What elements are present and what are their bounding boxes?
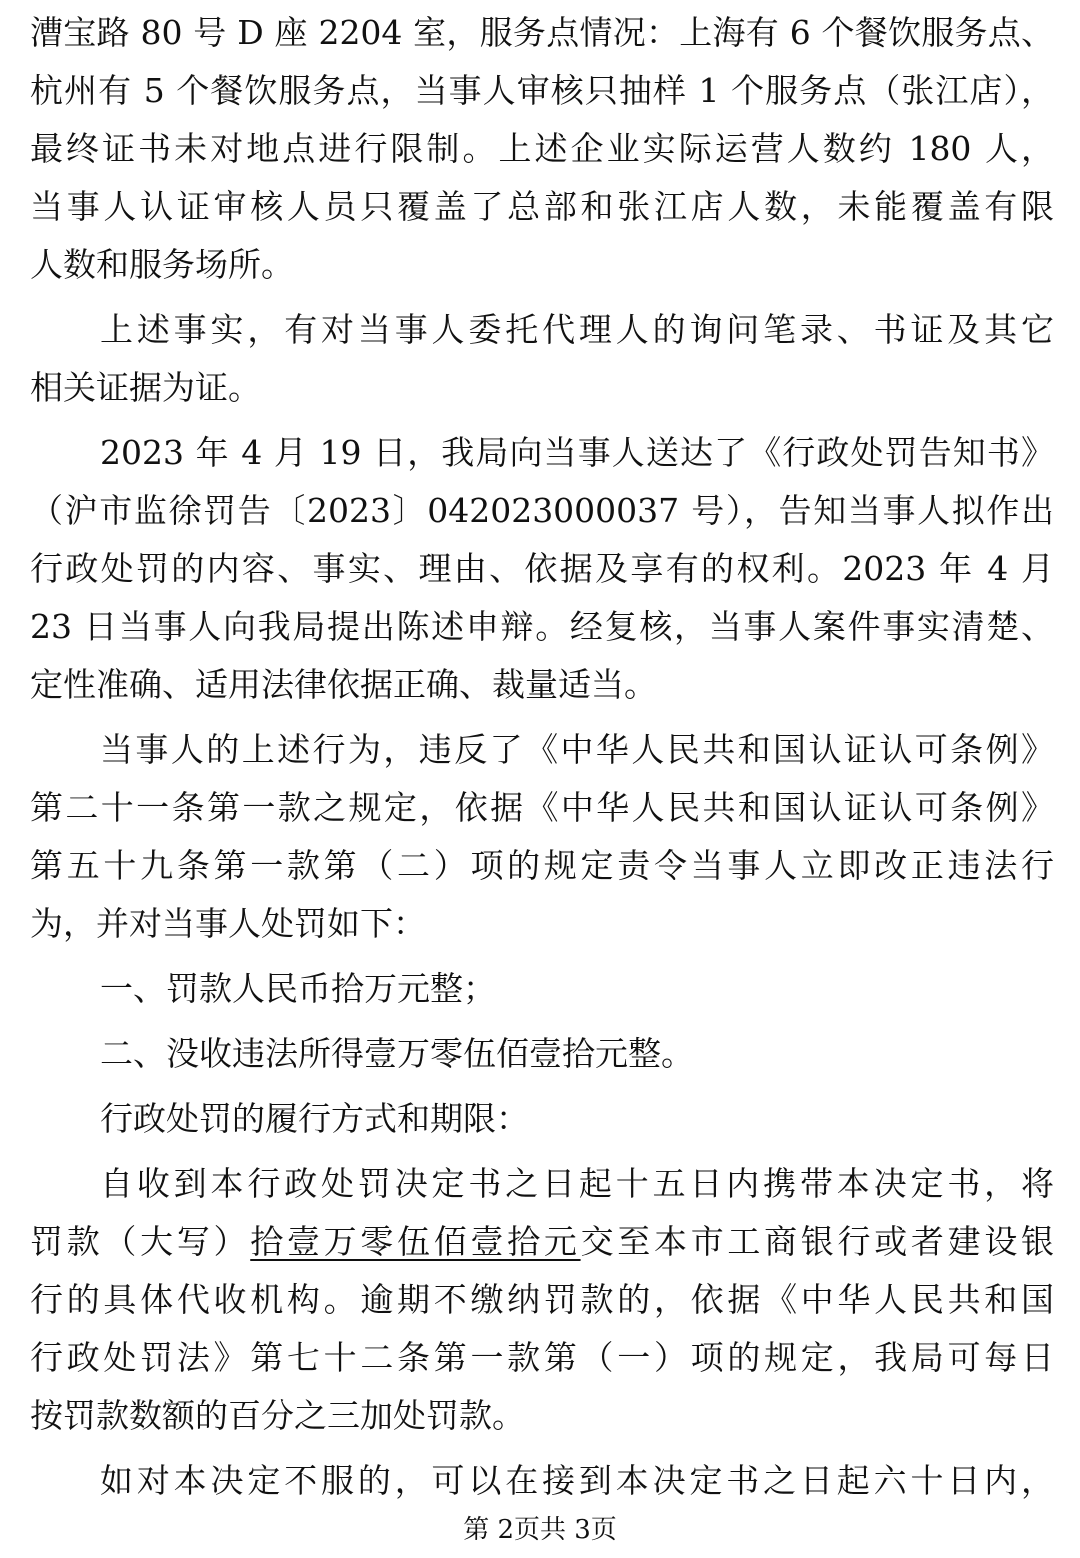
- text-line: 第二十一条第一款之规定，依据《中华人民共和国认证认可条例》: [30, 788, 1054, 827]
- text-line: 如对本决定不服的，可以在接到本决定书之日起六十日内，: [100, 1461, 1054, 1500]
- text-line: 行政处罚法》第七十二条第一款第（一）项的规定，我局可每日: [30, 1338, 1054, 1377]
- text-line: 相关证据为证。: [30, 368, 261, 407]
- section-heading: 行政处罚的履行方式和期限：: [100, 1099, 529, 1138]
- text-line: 最终证书未对地点进行限制。上述企业实际运营人数约 180 人，: [30, 129, 1054, 168]
- text-line: 当事人认证审核人员只覆盖了总部和张江店人数，未能覆盖有限: [30, 187, 1054, 226]
- fine-amount-line: [30, 1213, 1054, 1271]
- fine-amount-underlined: 拾壹万零伍佰壹拾元: [250, 1222, 581, 1261]
- text-line: 定性准确、适用法律依据正确、裁量适当。: [30, 665, 657, 704]
- text-line: 自收到本行政处罚决定书之日起十五日内携带本决定书，将: [100, 1164, 1054, 1203]
- penalty-item: 一、罚款人民币拾万元整；: [100, 969, 496, 1008]
- fine-suffix: 交至本市工商银行或者建设银: [580, 1222, 1054, 1261]
- text-line: 行政处罚的内容、事实、理由、依据及享有的权利。2023 年 4 月: [30, 549, 1054, 588]
- text-line: 23 日当事人向我局提出陈述申辩。经复核，当事人案件事实清楚、: [30, 607, 1054, 646]
- document-body: [30, 4, 1054, 1510]
- text-line: 杭州有 5 个餐饮服务点，当事人审核只抽样 1 个服务点（张江店），: [30, 71, 1054, 110]
- text-line: 当事人的上述行为，违反了《中华人民共和国认证认可条例》: [100, 730, 1054, 769]
- text-line: （沪市监徐罚告〔2023〕042023000037 号），告知当事人拟作出: [30, 491, 1054, 530]
- text-line: 行的具体代收机构。逾期不缴纳罚款的，依据《中华人民共和国: [30, 1280, 1054, 1319]
- fine-prefix: 罚款（大写）: [30, 1222, 251, 1261]
- text-line: 第五十九条第一款第（二）项的规定责令当事人立即改正违法行: [30, 846, 1054, 885]
- text-line: 为，并对当事人处罚如下：: [30, 904, 426, 943]
- text-line: 按罚款数额的百分之三加处罚款。: [30, 1396, 525, 1435]
- text-line: 上述事实，有对当事人委托代理人的询问笔录、书证及其它: [100, 310, 1054, 349]
- penalty-item: 二、没收违法所得壹万零伍佰壹拾元整。: [100, 1034, 694, 1073]
- text-line: 漕宝路 80 号 D 座 2204 室，服务点情况：上海有 6 个餐饮服务点、: [30, 13, 1054, 52]
- page-number-footer: 第 2页共 3页: [463, 1515, 617, 1545]
- text-line: 2023 年 4 月 19 日，我局向当事人送达了《行政处罚告知书》: [100, 433, 1054, 472]
- text-line: 人数和服务场所。: [30, 245, 294, 284]
